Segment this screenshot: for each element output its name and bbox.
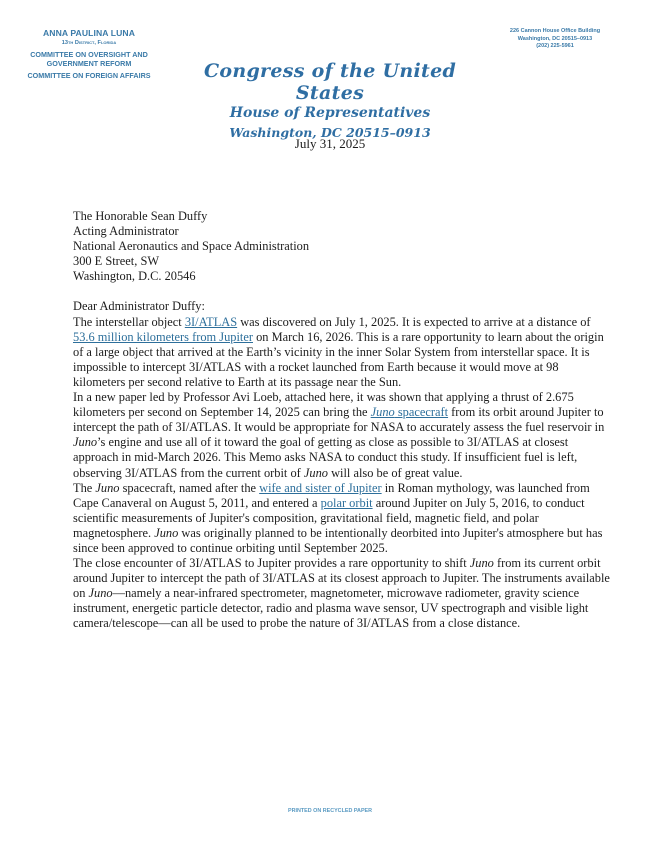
letterhead-title-block bbox=[180, 60, 480, 142]
committee-foreign-affairs: COMMITTEE ON FOREIGN AFFAIRS bbox=[27, 71, 151, 80]
letter-date: July 31, 2025 bbox=[294, 136, 366, 151]
text: The bbox=[73, 480, 96, 495]
link-jupiter-distance[interactable]: 53.6 million kilometers from Jupiter bbox=[73, 329, 253, 344]
paragraph-4 bbox=[73, 556, 613, 631]
text: The close encounter of 3I/ATLAS to Jupiter provides a rare opportunity to shift bbox=[73, 556, 470, 571]
committee-oversight: COMMITTEE ON OVERSIGHT AND GOVERNMENT REFORM bbox=[30, 50, 148, 68]
letterhead-member-block bbox=[14, 28, 164, 81]
recipient-street: 300 E Street, SW bbox=[73, 254, 160, 269]
text: from its orbit around Jupiter to intercept the path of 3I/ATLAS. It would be appropriate for NASA to accurately assess the fuel reservoir in bbox=[73, 405, 605, 435]
text: around Jupiter on July 5, 2016, to conduct scientific measurements of Jupiter's composition, gravitational field, magnetic field, and polar magnetosphere. bbox=[73, 495, 585, 540]
text: spacecraft bbox=[394, 405, 449, 420]
text: was discovered on July 1, 2025. It is expected to arrive at a distance of bbox=[237, 314, 591, 329]
paragraph-1 bbox=[73, 315, 613, 390]
link-polar-orbit[interactable]: polar orbit bbox=[320, 495, 373, 510]
city-line: Washington, DC 20515–0913 bbox=[229, 125, 431, 140]
recipient-address bbox=[73, 209, 613, 284]
text: spacecraft, named after the bbox=[119, 480, 260, 495]
link-wife-sister-jupiter[interactable]: wife and sister of Jupiter bbox=[259, 480, 382, 495]
recycled-paper-footer: PRINTED ON RECYCLED PAPER bbox=[287, 808, 373, 814]
text: In a new paper led by Professor Avi Loeb, attached here, it was shown that applying a thrust of 2.675 kilometers per second on September 14, 2025 can bring the bbox=[73, 390, 574, 420]
house-title: House of Representatives bbox=[229, 105, 431, 121]
recipient-city: Washington, D.C. 20546 bbox=[73, 269, 196, 284]
office-building: 226 Cannon House Office Building bbox=[509, 28, 601, 34]
text: from its current orbit around Jupiter to intercept the path of 3I/ATLAS at its closest approach to Jupiter. The instruments available on bbox=[73, 556, 610, 601]
text: The interstellar object bbox=[73, 314, 185, 329]
member-name: ANNA PAULINA LUNA bbox=[42, 28, 136, 38]
text: on March 16, 2026. This is a rare opportunity to learn about the origin of a large object that arrived at the Earth’s vicinity in the inner Solar System from interstellar space. It is impossible to intercept 3I/ATLAS with a rocket launched from Earth because it would move at 98 kilometers per second relative to Earth at its passage near the Sun. bbox=[73, 329, 604, 389]
salutation: Dear Administrator Duffy: bbox=[73, 299, 205, 314]
congress-title: Congress of the United States bbox=[203, 60, 457, 104]
text: was originally planned to be intentionally deorbited into Jupiter's atmosphere but has since been approved to continue orbiting until September 2025. bbox=[73, 525, 603, 555]
text: Juno bbox=[95, 480, 120, 495]
text: Juno bbox=[88, 586, 113, 601]
letter-body bbox=[73, 209, 613, 632]
text: Juno bbox=[370, 405, 395, 420]
link-3i-atlas[interactable]: 3I/ATLAS bbox=[184, 314, 238, 329]
office-address-block bbox=[495, 28, 615, 51]
office-phone: (202) 225-5961 bbox=[536, 43, 574, 49]
recipient-name: The Honorable Sean Duffy bbox=[73, 209, 208, 223]
recipient-agency: National Aeronautics and Space Administration bbox=[73, 239, 310, 254]
text: Juno bbox=[469, 556, 494, 571]
text: ’s engine and use all of it toward the goal of getting as close as possible to 3I/ATLAS at closest approach in mid-March 2026. This Memo asks NASA to conduct this study. If insufficient fuel is left, observing 3I/ATLAS from the current orbit of bbox=[73, 435, 578, 480]
text: Juno bbox=[303, 465, 328, 480]
recipient-title: Acting Administrator bbox=[73, 224, 179, 239]
text: will also be of great value. bbox=[328, 465, 463, 480]
paragraph-3 bbox=[73, 481, 613, 556]
text: Juno bbox=[154, 525, 179, 540]
link-juno-spacecraft[interactable] bbox=[371, 405, 448, 419]
text: —namely a near-infrared spectrometer, magnetometer, microwave radiometer, gravity science instrument, energetic particle detector, radio and plasma wave sensor, UV spectrograph and visible light camera/telescope—can all be used to probe the nature of 3I/ATLAS from a close distance. bbox=[73, 586, 589, 631]
text: Juno bbox=[73, 435, 98, 450]
text: in Roman mythology, was launched from Cape Canaveral on August 5, 2011, and entered a bbox=[73, 480, 590, 510]
office-city: Washington, DC 20515–0913 bbox=[517, 35, 593, 42]
member-district: 13th District, Florida bbox=[61, 40, 117, 46]
paragraph-2 bbox=[73, 390, 613, 481]
